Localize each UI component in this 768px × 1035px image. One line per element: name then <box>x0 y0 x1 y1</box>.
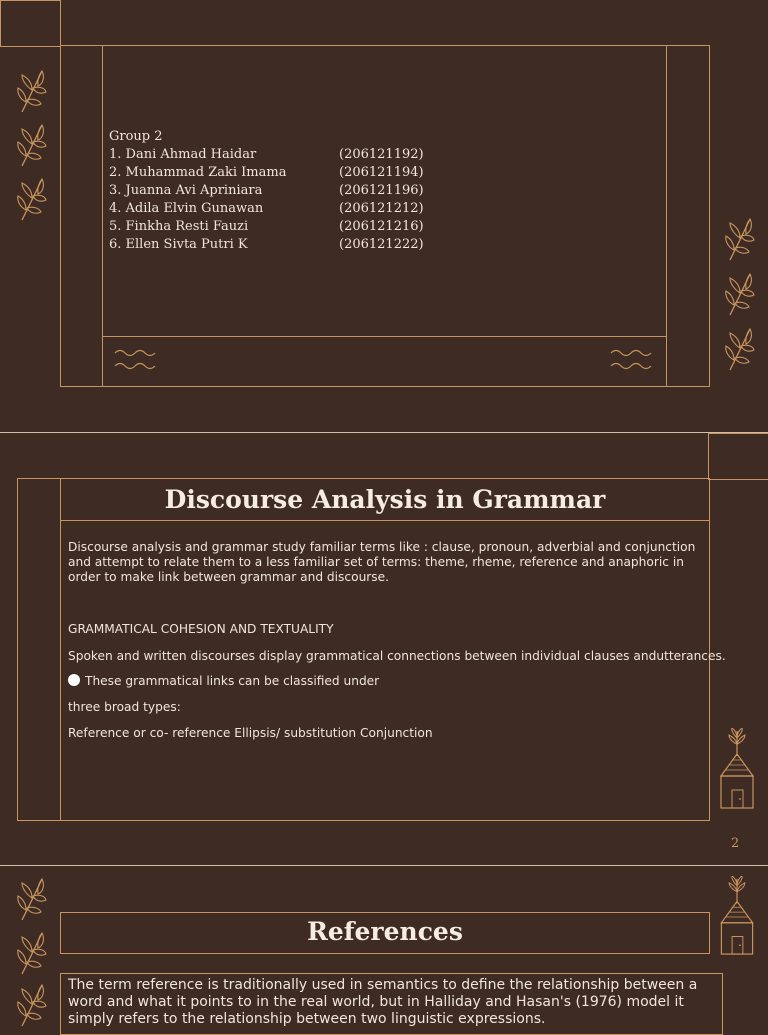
body-line: Spoken and written discourses display grammatical connections between individual clauses andutterances. <box>68 649 726 663</box>
leaf-sprig-icon <box>16 68 48 114</box>
slide-divider <box>0 432 768 433</box>
intro-paragraph: Discourse analysis and grammar study familiar terms like : clause, pronoun, adverbial and conjunction and attempt to relate them to a less familiar set of terms: theme, rheme, reference and anaphoric in order to make link between grammar and discourse. <box>68 540 696 584</box>
member-row <box>109 236 424 254</box>
slide-title: References <box>307 917 463 946</box>
member-name: 2. Muhammad Zaki Imama <box>109 165 287 180</box>
house-icon <box>719 876 755 956</box>
member-name: 5. Finkha Resti Fauzi <box>109 219 249 234</box>
leaf-sprig-icon <box>16 982 48 1028</box>
leaf-sprig-icon <box>16 122 48 168</box>
leaf-sprig-icon <box>724 326 756 372</box>
member-id: (206121212) <box>339 201 424 216</box>
reference-paragraph: The term reference is traditionally used in semantics to define the relationship between a word and what it points to in the real world, but in Halliday and Hasan's (1976) model it simply refers to the relationship between two linguistic expressions. <box>68 977 698 1027</box>
member-name: 3. Juanna Avi Apriniara <box>109 183 263 198</box>
member-row <box>109 146 424 164</box>
corner-frame <box>708 433 768 480</box>
slide-title: Discourse Analysis in Grammar <box>164 485 606 514</box>
body-line: three broad types: <box>68 700 181 714</box>
group-member-list <box>109 128 424 254</box>
member-name: 4. Adila Elvin Gunawan <box>109 201 264 216</box>
group-label: Group 2 <box>109 129 163 144</box>
leaf-sprig-icon <box>724 216 756 262</box>
inner-frame-right-line <box>666 45 667 386</box>
member-id: (206121192) <box>339 147 424 162</box>
member-row <box>109 164 424 182</box>
leaf-sprig-icon <box>16 930 48 976</box>
member-id: (206121194) <box>339 165 424 180</box>
leaf-sprig-icon <box>724 271 756 317</box>
leaf-sprig-icon <box>16 176 48 222</box>
wave-ornament-icon <box>114 346 158 372</box>
slide-divider <box>0 865 768 866</box>
inner-frame-left-line <box>102 45 103 386</box>
body-line: Reference or co- reference Ellipsis/ substitution Conjunction <box>68 726 433 740</box>
inner-frame-left-line <box>60 478 61 820</box>
bullet-item <box>68 674 698 689</box>
member-name: 1. Dani Ahmad Haidar <box>109 147 257 162</box>
member-row <box>109 200 424 218</box>
member-id: (206121222) <box>339 237 424 252</box>
inner-frame-bottom-line <box>102 336 667 337</box>
bullet-icon <box>68 674 80 686</box>
member-row <box>109 218 424 236</box>
member-name: 6. Ellen Sivta Putri K <box>109 237 248 252</box>
bullet-text: These grammatical links can be classified under <box>85 674 380 688</box>
title-underline <box>60 520 709 521</box>
member-row <box>109 182 424 200</box>
page-number: 2 <box>731 836 740 851</box>
house-icon <box>719 728 755 810</box>
leaf-sprig-icon <box>16 876 48 922</box>
member-id: (206121216) <box>339 219 424 234</box>
wave-ornament-icon <box>610 346 654 372</box>
section-heading: GRAMMATICAL COHESION AND TEXTUALITY <box>68 622 334 636</box>
member-id: (206121196) <box>339 183 424 198</box>
corner-frame <box>0 0 61 47</box>
